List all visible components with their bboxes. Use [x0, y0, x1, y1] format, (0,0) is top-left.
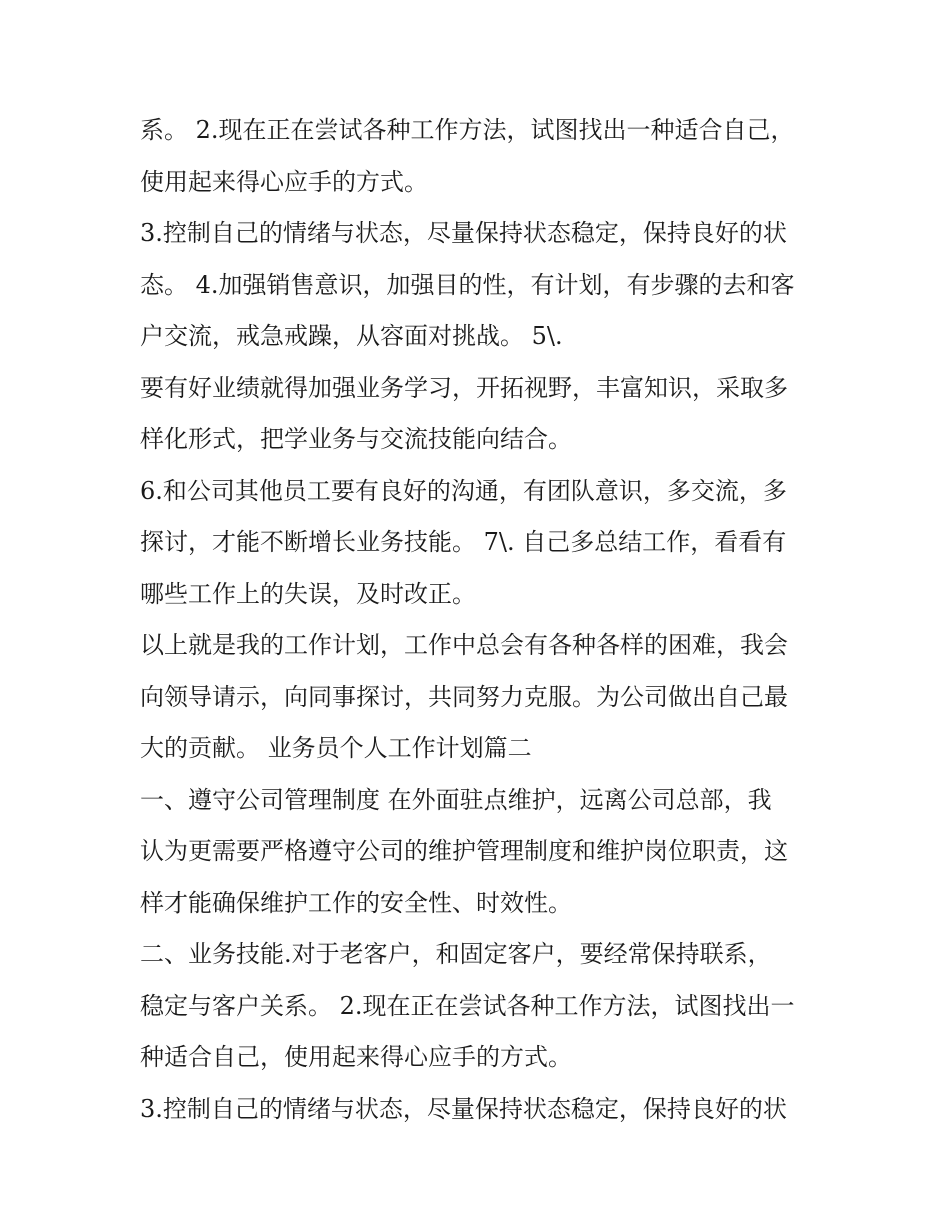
text-line: 3.控制自己的情绪与状态，尽量保持状态稳定，保持良好的状	[140, 1094, 787, 1123]
text-line: 要有好业绩就得加强业务学习，开拓视野，丰富知识，采取多	[140, 373, 788, 402]
text-line: 向领导请示，向同事探讨，共同努力克服。为公司做出自己最	[140, 682, 788, 711]
text-line: 样化形式，把学业务与交流技能向结合。	[140, 425, 572, 453]
text-line: 认为更需要严格遵守公司的维护管理制度和维护岗位职责，这	[140, 837, 788, 865]
text-line: 态。 4.加强销售意识，加强目的性，有计划，有步骤的去和客	[140, 270, 795, 299]
text-line: 大的贡献。 业务员个人工作计划篇二	[140, 734, 532, 762]
text-line: 一、遵守公司管理制度 在外面驻点维护，远离公司总部，我	[140, 785, 772, 814]
text-line: 户交流，戒急戒躁，从容面对挑战。 5\.	[140, 322, 563, 350]
text-line: 种适合自己，使用起来得心应手的方式。	[140, 1043, 572, 1071]
text-line: 3.控制自己的情绪与状态，尽量保持状态稳定，保持良好的状	[140, 219, 787, 247]
text-line: 二、业务技能.对于老客户，和固定客户，要经常保持联系，	[140, 940, 772, 968]
document-body	[140, 105, 830, 1135]
text-line: 使用起来得心应手的方式。	[140, 167, 428, 196]
text-line: 系。 2.现在正在尝试各种工作方法，试图找出一种适合自己，	[140, 116, 795, 144]
text-line: 探讨，才能不断增长业务技能。 7\. 自己多总结工作，看看有	[140, 528, 787, 556]
text-line: 以上就是我的工作计划，工作中总会有各种各样的困难，我会	[140, 631, 788, 659]
text-line: 样才能确保维护工作的安全性、时效性。	[140, 888, 572, 917]
text-line: 6.和公司其他员工要有良好的沟通，有团队意识，多交流，多	[140, 476, 787, 505]
text-line: 稳定与客户关系。 2.现在正在尝试各种工作方法，试图找出一	[140, 991, 795, 1020]
text-line: 哪些工作上的失误，及时改正。	[140, 579, 476, 608]
